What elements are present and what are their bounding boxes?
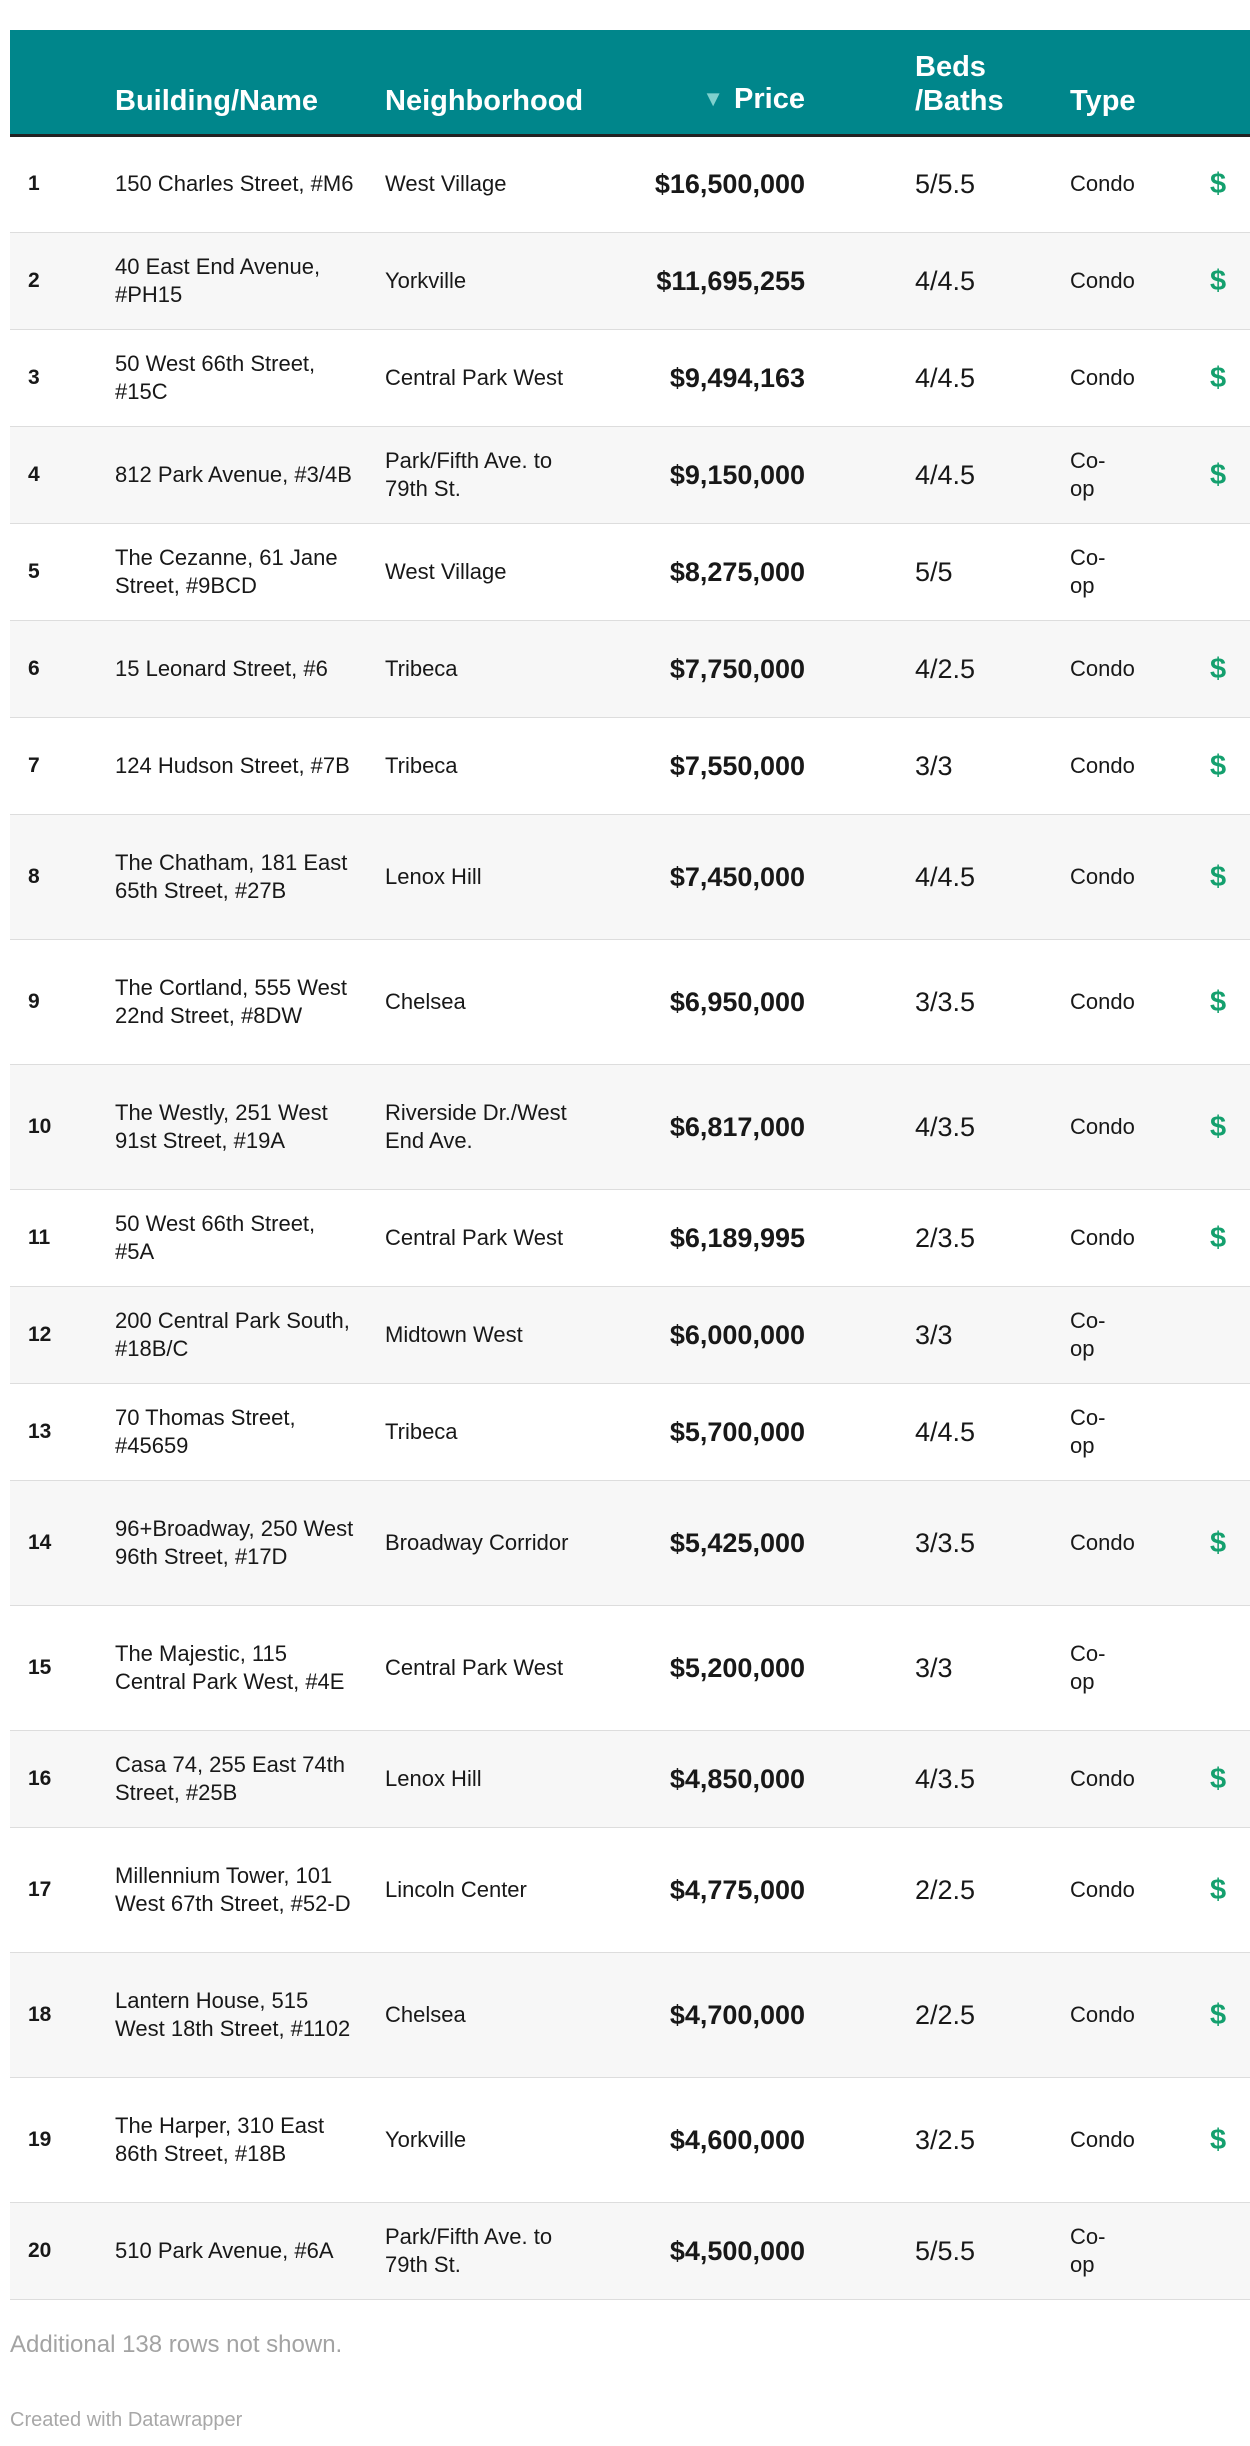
header-rank[interactable]: [10, 30, 115, 135]
row-building-name: 150 Charles Street, #M6: [115, 171, 354, 196]
row-fee-marker: $: [1210, 860, 1227, 893]
row-neighborhood: Central Park West: [385, 364, 564, 390]
table-row: [10, 1189, 1250, 1286]
row-building-name: 510 Park Avenue, #6A: [115, 2237, 334, 2263]
row-neighborhood: Lincoln Center: [385, 1876, 527, 1902]
row-beds-baths: 3/3.5: [915, 986, 976, 1017]
row-fee-marker: $: [1210, 652, 1227, 685]
row-type: Co-op: [1070, 447, 1106, 501]
header-baths-label: /Baths: [915, 84, 1004, 117]
row-beds-baths: 5/5.5: [915, 2235, 976, 2266]
table-row: [10, 620, 1250, 717]
row-beds-baths: 3/2.5: [915, 2124, 976, 2155]
row-rank: 17: [28, 1877, 52, 1901]
row-price: $7,750,000: [669, 653, 805, 684]
row-type: Condo: [1070, 655, 1135, 681]
table-row: [10, 1286, 1250, 1383]
row-beds-baths: 4/3.5: [915, 1111, 976, 1142]
row-building-name: The Cezanne, 61 Jane Street, #9BCD: [115, 544, 338, 598]
row-fee-marker: $: [1210, 2123, 1227, 2156]
row-building-name: 50 West 66th Street, #15C: [115, 350, 316, 404]
row-beds-baths: 4/4.5: [915, 861, 976, 892]
row-beds-baths: 4/4.5: [915, 459, 976, 490]
row-neighborhood: Yorkville: [385, 2126, 467, 2152]
datawrapper-credit[interactable]: Created with Datawrapper: [10, 2409, 243, 2431]
row-neighborhood: Tribeca: [385, 1418, 458, 1444]
row-type: Condo: [1070, 1224, 1135, 1250]
row-price: $16,500,000: [654, 169, 805, 199]
row-building-name: Casa 74, 255 East 74th Street, #25B: [115, 1751, 345, 1805]
row-rank: 8: [28, 864, 40, 888]
row-rank: 3: [28, 365, 40, 389]
table-row: [10, 1605, 1250, 1730]
row-rank: 20: [28, 2238, 52, 2262]
row-type: Condo: [1070, 2126, 1135, 2152]
row-building-name: 40 East End Avenue, #PH15: [115, 253, 321, 307]
row-price: $5,700,000: [669, 1416, 805, 1447]
row-rank: 10: [28, 1114, 52, 1138]
row-fee-marker: $: [1210, 168, 1227, 200]
row-price: $7,450,000: [669, 861, 805, 892]
table-row: [10, 814, 1250, 939]
row-type: Condo: [1070, 267, 1135, 293]
row-fee-marker: $: [1210, 1873, 1227, 1906]
row-beds-baths: 4/4.5: [915, 265, 976, 296]
row-neighborhood: Tribeca: [385, 752, 458, 778]
row-building-name: 812 Park Avenue, #3/4B: [115, 461, 352, 487]
row-type: Condo: [1070, 1876, 1135, 1902]
row-beds-baths: 4/4.5: [915, 1416, 976, 1447]
row-building-name: 200 Central Park South, #18B/C: [115, 1307, 350, 1361]
row-type: Co-op: [1070, 1404, 1106, 1458]
row-beds-baths: 5/5.5: [915, 169, 976, 199]
row-neighborhood: Central Park West: [385, 1224, 564, 1250]
row-beds-baths: 3/3.5: [915, 1527, 976, 1558]
row-fee-marker: $: [1210, 749, 1227, 782]
row-fee-marker: [1090, 1286, 1250, 1383]
row-neighborhood: West Village: [385, 171, 507, 196]
row-type: Co-op: [1070, 1640, 1106, 1694]
table-row: [10, 1730, 1250, 1827]
row-neighborhood: Park/Fifth Ave. to 79th St.: [385, 447, 553, 501]
row-neighborhood: Tribeca: [385, 655, 458, 681]
row-rank: 5: [28, 559, 40, 583]
row-beds-baths: 3/3: [915, 1652, 953, 1683]
row-fee-marker: [1090, 1605, 1250, 1730]
row-building-name: The Westly, 251 West 91st Street, #19A: [115, 1099, 328, 1153]
row-type: Co-op: [1070, 2223, 1106, 2277]
row-beds-baths: 2/2.5: [915, 1874, 976, 1905]
row-neighborhood: Riverside Dr./West End Ave.: [385, 1099, 567, 1153]
header-neighborhood[interactable]: Neighborhood: [385, 30, 605, 135]
table-row: [10, 2077, 1250, 2202]
row-price: $9,494,163: [669, 362, 805, 393]
row-fee-marker: $: [1210, 1221, 1227, 1254]
row-fee-marker: $: [1210, 985, 1227, 1018]
row-price: $7,550,000: [669, 750, 805, 781]
row-neighborhood: Chelsea: [385, 2001, 466, 2027]
row-rank: 6: [28, 656, 40, 680]
row-building-name: Millennium Tower, 101 West 67th Street, #52-D: [115, 1862, 351, 1916]
row-fee-marker: $: [1210, 1526, 1227, 1559]
row-neighborhood: Lenox Hill: [385, 1765, 482, 1791]
row-neighborhood: Lenox Hill: [385, 863, 482, 889]
header-price-label: Price: [734, 82, 805, 115]
row-price: $6,817,000: [669, 1111, 805, 1142]
row-price: $4,775,000: [669, 1874, 805, 1905]
row-price: $4,600,000: [669, 2124, 805, 2155]
row-fee-marker: [1090, 1383, 1250, 1480]
row-neighborhood: Broadway Corridor: [385, 1529, 569, 1555]
row-type: Condo: [1070, 171, 1135, 196]
row-price: $5,200,000: [669, 1652, 805, 1683]
row-type: Condo: [1070, 1113, 1135, 1139]
row-fee-marker: $: [1210, 1998, 1227, 2031]
row-rank: 1: [28, 172, 40, 195]
row-rank: 15: [28, 1655, 52, 1679]
row-type: Condo: [1070, 2001, 1135, 2027]
row-beds-baths: 2/3.5: [915, 1222, 976, 1253]
row-fee-marker: $: [1210, 1110, 1227, 1143]
row-beds-baths: 5/5: [915, 556, 953, 587]
table-row: [10, 523, 1250, 620]
row-rank: 4: [28, 462, 40, 486]
row-fee-marker: $: [1210, 458, 1227, 491]
row-type: Condo: [1070, 863, 1135, 889]
row-neighborhood: Park/Fifth Ave. to 79th St.: [385, 2223, 553, 2277]
row-type: Condo: [1070, 752, 1135, 778]
row-type: Condo: [1070, 364, 1135, 390]
row-fee-marker: $: [1210, 361, 1227, 394]
row-fee-marker: $: [1210, 1762, 1227, 1795]
row-beds-baths: 2/2.5: [915, 1999, 976, 2030]
row-building-name: The Cortland, 555 West 22nd Street, #8DW: [115, 974, 347, 1028]
row-price: $9,150,000: [669, 459, 805, 490]
table-row: [10, 1064, 1250, 1189]
row-building-name: 124 Hudson Street, #7B: [115, 752, 350, 778]
row-rank: 16: [28, 1766, 52, 1790]
table-row: [10, 135, 1250, 232]
row-beds-baths: 4/4.5: [915, 362, 976, 393]
sort-descending-icon: ▼: [702, 85, 725, 111]
table-row: [10, 1952, 1250, 2077]
row-neighborhood: Chelsea: [385, 988, 466, 1014]
table-row: [10, 1480, 1250, 1605]
row-building-name: The Majestic, 115 Central Park West, #4E: [115, 1640, 345, 1694]
data-table-wrapper: [10, 30, 1227, 2300]
row-beds-baths: 4/3.5: [915, 1763, 976, 1794]
header-price[interactable]: [605, 30, 805, 135]
row-type: Condo: [1070, 988, 1135, 1014]
row-rank: 9: [28, 989, 40, 1013]
table-row: [10, 1827, 1250, 1952]
row-rank: 13: [28, 1419, 52, 1443]
row-price: $6,189,995: [669, 1222, 805, 1253]
row-fee-marker: $: [1210, 264, 1227, 297]
row-price: $11,695,255: [656, 265, 805, 296]
row-fee-marker: [1090, 2202, 1250, 2299]
row-rank: 11: [28, 1225, 51, 1249]
row-building-name: 15 Leonard Street, #6: [115, 655, 328, 681]
row-rank: 12: [28, 1322, 52, 1346]
row-building-name: 50 West 66th Street, #5A: [115, 1210, 316, 1264]
header-beds-label: Beds: [915, 50, 986, 83]
row-price: $6,950,000: [669, 986, 805, 1017]
header-row: [10, 30, 1250, 135]
row-beds-baths: 4/2.5: [915, 653, 976, 684]
row-price: $4,700,000: [669, 1999, 805, 2030]
table-notes: Additional 138 rows not shown.: [10, 2331, 343, 2358]
table-row: [10, 939, 1250, 1064]
row-neighborhood: Central Park West: [385, 1654, 564, 1680]
table-body: [10, 135, 1250, 2299]
table-row: [10, 232, 1250, 329]
row-rank: 18: [28, 2002, 52, 2026]
row-neighborhood: Midtown West: [385, 1321, 523, 1347]
table-row: [10, 1383, 1250, 1480]
row-rank: 7: [28, 753, 40, 777]
row-neighborhood: Yorkville: [385, 267, 467, 293]
row-type: Condo: [1070, 1529, 1135, 1555]
row-type: Condo: [1070, 1765, 1135, 1791]
row-rank: 2: [28, 268, 40, 292]
row-price: $4,500,000: [669, 2235, 805, 2266]
row-building-name: 70 Thomas Street, #45659: [115, 1404, 296, 1458]
table-header: [10, 30, 1250, 135]
row-price: $4,850,000: [669, 1763, 805, 1794]
header-type[interactable]: Type: [960, 30, 1090, 135]
table-row: [10, 2202, 1250, 2299]
table-row: [10, 717, 1250, 814]
row-type: Co-op: [1070, 1307, 1106, 1361]
header-beds-baths[interactable]: [805, 30, 1004, 135]
row-rank: 19: [28, 2127, 52, 2151]
row-price: $6,000,000: [669, 1319, 805, 1350]
row-building-name: Lantern House, 515 West 18th Street, #1102: [115, 1987, 351, 2041]
listings-table: [10, 30, 1250, 2300]
header-building-name[interactable]: Building/Name: [115, 30, 385, 135]
row-building-name: The Chatham, 181 East 65th Street, #27B: [115, 849, 348, 903]
row-fee-marker: [1090, 523, 1250, 620]
row-price: $8,275,000: [669, 556, 805, 587]
row-neighborhood: West Village: [385, 558, 507, 584]
row-beds-baths: 3/3: [915, 1319, 953, 1350]
row-rank: 14: [28, 1530, 52, 1554]
table-row: [10, 426, 1250, 523]
row-price: $5,425,000: [669, 1527, 805, 1558]
row-type: Co-op: [1070, 544, 1106, 598]
row-beds-baths: 3/3: [915, 750, 953, 781]
row-building-name: 96+Broadway, 250 West 96th Street, #17D: [115, 1515, 354, 1569]
row-building-name: The Harper, 310 East 86th Street, #18B: [115, 2112, 325, 2166]
table-row: [10, 329, 1250, 426]
header-fee: [1090, 30, 1250, 135]
